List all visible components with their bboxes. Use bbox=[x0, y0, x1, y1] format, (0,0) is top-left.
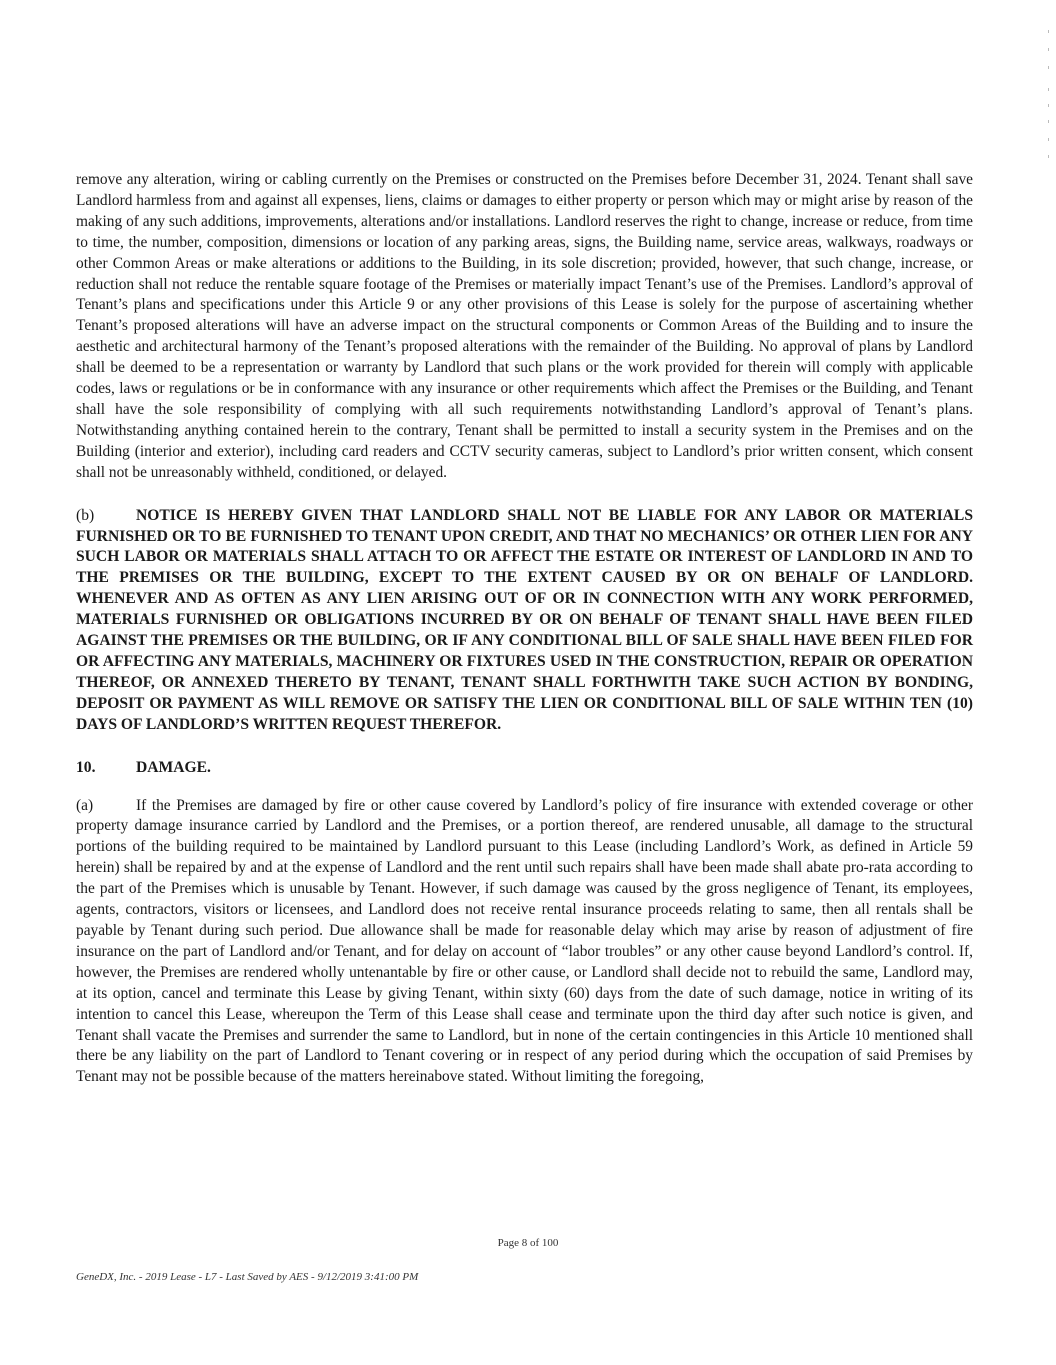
paragraph-b bbox=[76, 506, 973, 736]
document-footer: GeneDX, Inc. - 2019 Lease - L7 - Last Saved by AES - 9/12/2019 3:41:00 PM bbox=[76, 1271, 419, 1283]
paragraph-b-marker: (b) bbox=[76, 506, 95, 524]
scan-edge-marks bbox=[1046, 0, 1052, 1365]
edge-mark bbox=[1048, 88, 1049, 91]
section-number: 10. bbox=[76, 758, 96, 776]
edge-mark bbox=[1048, 155, 1049, 158]
paragraph-b-text: NOTICE IS HEREBY GIVEN THAT LANDLORD SHALL NOT BE LIABLE FOR ANY LABOR OR MATERIALS FURNISHED OR TO BE FURNISHED TO TENANT UPON CREDIT, AND THAT NO MECHANICS’ OR OTHER LIEN FOR ANY SUCH LABOR OR MATERIALS SHALL ATTACH TO OR AFFECT THE ESTATE OR INTEREST OF LANDLORD IN AND TO THE PREMISES OR THE BUILDING, EXCEPT TO THE EXTENT CAUSED BY OR ON BEHALF OF LANDLORD. WHENEVER AND AS OFTEN AS ANY LIEN ARISING OUT OF OR IN CONNECTION WITH ANY WORK PERFORMED, MATERIALS FURNISHED OR OBLIGATIONS INCURRED BY OR ON BEHALF OF TENANT SHALL HAVE BEEN FILED AGAINST THE PREMISES OR THE BUILDING, OR IF ANY CONDITIONAL BILL OF SALE SHALL HAVE BEEN FILED FOR OR AFFECTING ANY MATERIALS, MACHINERY OR FIXTURES USED IN THE CONSTRUCTION, REPAIR OR OPERATION THEREOF, OR ANNEXED THERETO BY TENANT, TENANT SHALL FORTHWITH TAKE SUCH ACTION BY BONDING, DEPOSIT OR PAYMENT AS WILL REMOVE OR SATISFY THE LIEN OR CONDITIONAL BILL OF SALE WITHIN TEN (10) DAYS OF LANDLORD’S WRITTEN REQUEST THEREFOR. bbox=[76, 506, 973, 733]
edge-mark bbox=[1048, 30, 1049, 33]
edge-mark bbox=[1048, 138, 1049, 141]
paragraph-continuation: remove any alteration, wiring or cabling currently on the Premises or constructed on the Premises before December 31, 2024. Tenant shall save Landlord harmless from and against all expenses, liens, claims or damages to either property or person which may or might arise by reason of the making of any such additions, improvements, alterations and/or installations. Landlord reserves the right to change, increase or reduce, from time to time, the number, composition, dimensions or location of any parking areas, signs, the Building name, service areas, walkways, roadways or other Common Areas or make alterations or additions to the Building, in its sole discretion; provided, however, that such change, increase, or reduction shall not reduce the rentable square footage of the Premises or materially impact Tenant’s use of the Premises. Landlord’s approval of Tenant’s plans and specifications under this Article 9 or any other provisions of this Lease is solely for the purpose of ascertaining whether Tenant’s proposed alterations will have an adverse impact on the structural components or Common Areas of the Building and to insure the aesthetic and architectural harmony of the Tenant’s proposed alterations with the remainder of the Building. No approval of plans by Landlord shall be deemed to be a representation or warranty by Landlord that such plans or the work provided for therein will comply with applicable codes, laws or regulations or be in conformance with any insurance or other requirements which affect the Premises or the Building, and Tenant shall have the sole responsibility of complying with all such requirements notwithstanding Landlord’s approval of Tenant’s plans. Notwithstanding anything contained herein to the contrary, Tenant shall be permitted to install a security system in the Premises and on the Building (interior and exterior), including card readers and CCTV security cameras, subject to Landlord’s prior written consent, which consent shall not be unreasonably withheld, conditioned, or delayed. bbox=[76, 171, 973, 481]
paragraph-a bbox=[76, 796, 973, 1089]
section-heading bbox=[76, 758, 973, 778]
page-number: Page 8 of 100 bbox=[497, 1237, 559, 1249]
paragraph-a-marker: (a) bbox=[76, 796, 94, 814]
edge-mark bbox=[1048, 104, 1049, 107]
edge-mark bbox=[1048, 66, 1049, 69]
section-title: DAMAGE. bbox=[136, 758, 211, 776]
edge-mark bbox=[1048, 120, 1049, 123]
paragraph-a-text: If the Premises are damaged by fire or other cause covered by Landlord’s policy of fire insurance with extended coverage or other property damage insurance carried by Landlord and the Premises, or a portion thereof, are rendered unusable, all damage to the structural portions of the building required to be maintained by Landlord pursuant to this Lease (including Landlord’s Work, as defined in Article 59 herein) shall be repaired by and at the expense of Landlord and the rent until such repairs shall have been made shall abate pro-rata according to the part of the Premises which is unusable by Tenant. However, if such damage was caused by the gross negligence of Tenant, its employees, agents, contractors, visitors or licensees, and Landlord does not receive rental insurance proceeds relating to same, then all rentals shall be payable by Tenant during such period. Due allowance shall be made for reasonable delay which may arise by reason of adjustment of fire insurance on the part of Landlord and/or Tenant, and for delay on account of “labor troubles” or any other cause beyond Landlord’s control. If, however, the Premises are rendered wholly untenantable by fire or other cause, or Landlord shall decide not to rebuild the same, Landlord may, at its option, cancel and terminate this Lease by giving Tenant, within sixty (60) days from the date of such damage, notice in writing of its intention to cancel this Lease, whereupon the Term of this Lease shall cease and terminate upon the third day after such notice is given, and Tenant shall vacate the Premises and surrender the same to Landlord, but in none of the certain contingencies in this Article 10 mentioned shall there be any liability on the part of Landlord to Tenant covering or in respect of any period during which the occupation of said Premises by Tenant may not be possible because of the matters hereinabove stated. Without limiting the foregoing, bbox=[76, 796, 973, 1086]
document-page bbox=[76, 170, 973, 1088]
edge-mark bbox=[1048, 48, 1049, 51]
